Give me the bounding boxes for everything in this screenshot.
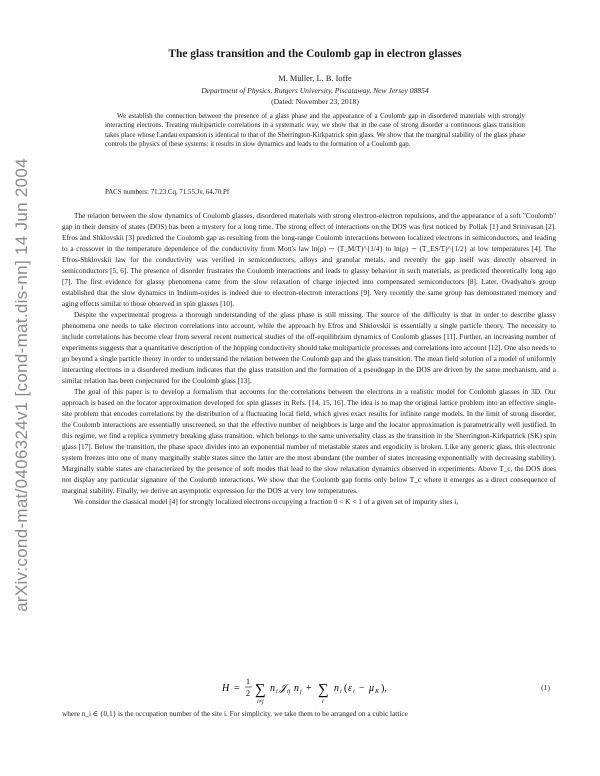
svg-text:𝒥: 𝒥 [279,683,286,694]
svg-text:n: n [270,683,275,694]
paragraph-after-equation: where n_i ∈ {0,1} is the occupation number of the site i. For simplicity, we take them to be arranged on a cubic lattice [62,709,408,718]
svg-text:ε: ε [348,683,352,694]
svg-text:∑: ∑ [255,682,266,698]
svg-text:−: − [359,683,365,694]
svg-text:K: K [375,689,380,695]
arxiv-identifier [2,150,42,620]
equation-formula [222,671,582,705]
hamiltonian-equation [62,671,556,705]
paragraph-model: We consider the classical model [4] for strongly localized electrons occupying a fraction 0 < K < 1 of a given set of impurity sites i, [74,497,459,506]
paragraph-intro: The relation between the slow dynamics of Coulomb glasses, disordered materials with strong electron-electron repulsions, and the appearance of a soft "Coulomb" gap in their density of states (DOS) has been a mystery for a long time. The strong effect of interactions on the DOS was first noticed by Pollak [1] and Srinivasan [2]. Efros and Shklovskii [3] predicted the Coulomb gap as resulting from the long-range Coulomb interactions between localized electrons in semiconductors, and leading to a crossover in the temperature dependence of the conductivity from Mott's law ln(ρ) ∼ (T_M/T)^{1/4} to ln(ρ) ∼ (T_ES/T)^{1/2} at low temperatures [4]. The Efros-Shklovskii law for the conductivity was verified in semiconductors, alloys and granular metals, and recently the gap itself was directly observed in semiconductors [5, 6]. The presence of disorder frustrates the Coulomb interactions and leads to glassy behavior in such materials, as predicted theoretically long ago [7]. The first evidence for glassy phenomena came from the slow relaxation of charge injected into compensated semiconductors [8]. Later, Ovadyahu's group established that the slow dynamics in Indium-oxides is indeed due to electron-electron interactions [9]. Very recently the same group has demonstrated memory and aging effects similar to those observed in spin glasses [10]. [62,211,556,308]
paragraph-motivation: Despite the experimental progress a thorough understanding of the glass phase is still missing. The source of the difficulty is that in order to describe glassy phenomena one needs to take electron correlations into account, while the approach by Efros and Shklovskii is essentially a single particle theory. The necessity to include correlations has become clear from several recent numerical studies of the off-equilibrium dynamics of Coulomb glasses [11]. Further, an increasing number of experiments suggests that a quantitative description of the hopping conductivity should take multiparticle processes and correlations into account [12]. One also needs to go beyond a single particle theory in order to understand the relation between the Coulomb gap and the glass transition. The mean field solution of a model of uniformly interacting electrons in a disordered medium indicates that the glass transition and the formation of a pseudogap in the DOS are driven by the same mechanism, and a similar relation has been conjectured for the Coulomb glass [13]. [62,310,556,385]
svg-text:i: i [322,699,324,705]
equation-number: (1) [541,683,550,692]
svg-text:n: n [294,683,299,694]
svg-text:2: 2 [246,689,250,698]
svg-text:j: j [300,689,302,695]
svg-text:(: ( [344,683,348,694]
svg-text:i: i [353,689,355,695]
svg-text:n: n [334,683,339,694]
svg-text:H: H [222,683,230,694]
abstract: We establish the connection between the presence of a glass phase and the appearance of a Coulomb gap in disordered materials with strongly interacting electrons. Treating multiparticle correlations in a systematic way, we show that in the case of strong disorder a continuous glass transition takes place whose Landau expansion is identical to that of the Sherrington-Kirkpatrick spin glass. We show that the marginal stability of the glass phase controls the physics of these systems: it results in slow dynamics and leads to the formation of a Coulomb gap. [105,113,525,148]
svg-text:+: + [306,683,312,694]
date-line: (Dated: November 23, 2018) [271,97,359,106]
svg-text:∑: ∑ [318,682,329,698]
svg-text:i≠j: i≠j [257,699,264,705]
arxiv-identifier-text: arXiv:cond-mat/0406324v1 [cond-mat.dis-nn] 14 Jun 2004 [12,158,31,612]
svg-text:i: i [276,689,278,695]
svg-text:i: i [340,689,342,695]
svg-text:μ: μ [369,683,375,694]
paragraph-goal: The goal of this paper is to develop a formalism that accounts for the correlations between the electrons in a realistic model for Coulomb glasses in 3D. Our approach is based on the locator approximation developed for spin glasses in Refs. [14, 15, 16]. The idea is to map the original lattice problem into an effective single-site problem that encodes correlations by the distribution of a fluctuating local field, which gives exact results for infinite range models. In the limit of strong disorder, the Coulomb interactions are essentially unscreened, so that the effective number of neighbors is large and the locator approximation is parametrically well justified. In this regime, we find a replica symmetry breaking glass transition, which belongs to the same universality class as the transition in the Sherrington-Kirkpatrick (SK) spin glass [17]. Below the transition, the phase space divides into an exponential number of metastable states and ergodicity is broken. Like any generic glass, this electronic system freezes into one of many marginally stable states since the latter are the most abundant (the number of states increasing exponentially with decreasing stability). Marginally stable states are characterized by the presence of soft modes that lead to the slow relaxation dynamics observed in experiments. Above T_c, the DOS does not display any particular signature of the Coulomb interactions. We show that the Coulomb gap forms only below T_c where it emerges as a direct consequence of marginal stability. Finally, we derive an asymptotic expression for the DOS at very low temperatures. [62,387,556,495]
body-text [62,210,556,507]
affiliation: Department of Physics, Rutgers University, Piscataway, New Jersey 08854 [201,86,429,95]
svg-text:ij: ij [287,689,291,695]
authors: M. Müller, L. B. Ioffe [278,74,352,83]
svg-text:1: 1 [246,677,250,686]
paper-title: The glass transition and the Coulomb gap in electron glasses [168,48,462,60]
svg-text:=: = [234,683,240,694]
svg-text:),: ), [381,683,387,694]
pacs-numbers: PACS numbers: 71.23.Cq, 71.55.Jv, 64.70.Pf [105,189,230,196]
